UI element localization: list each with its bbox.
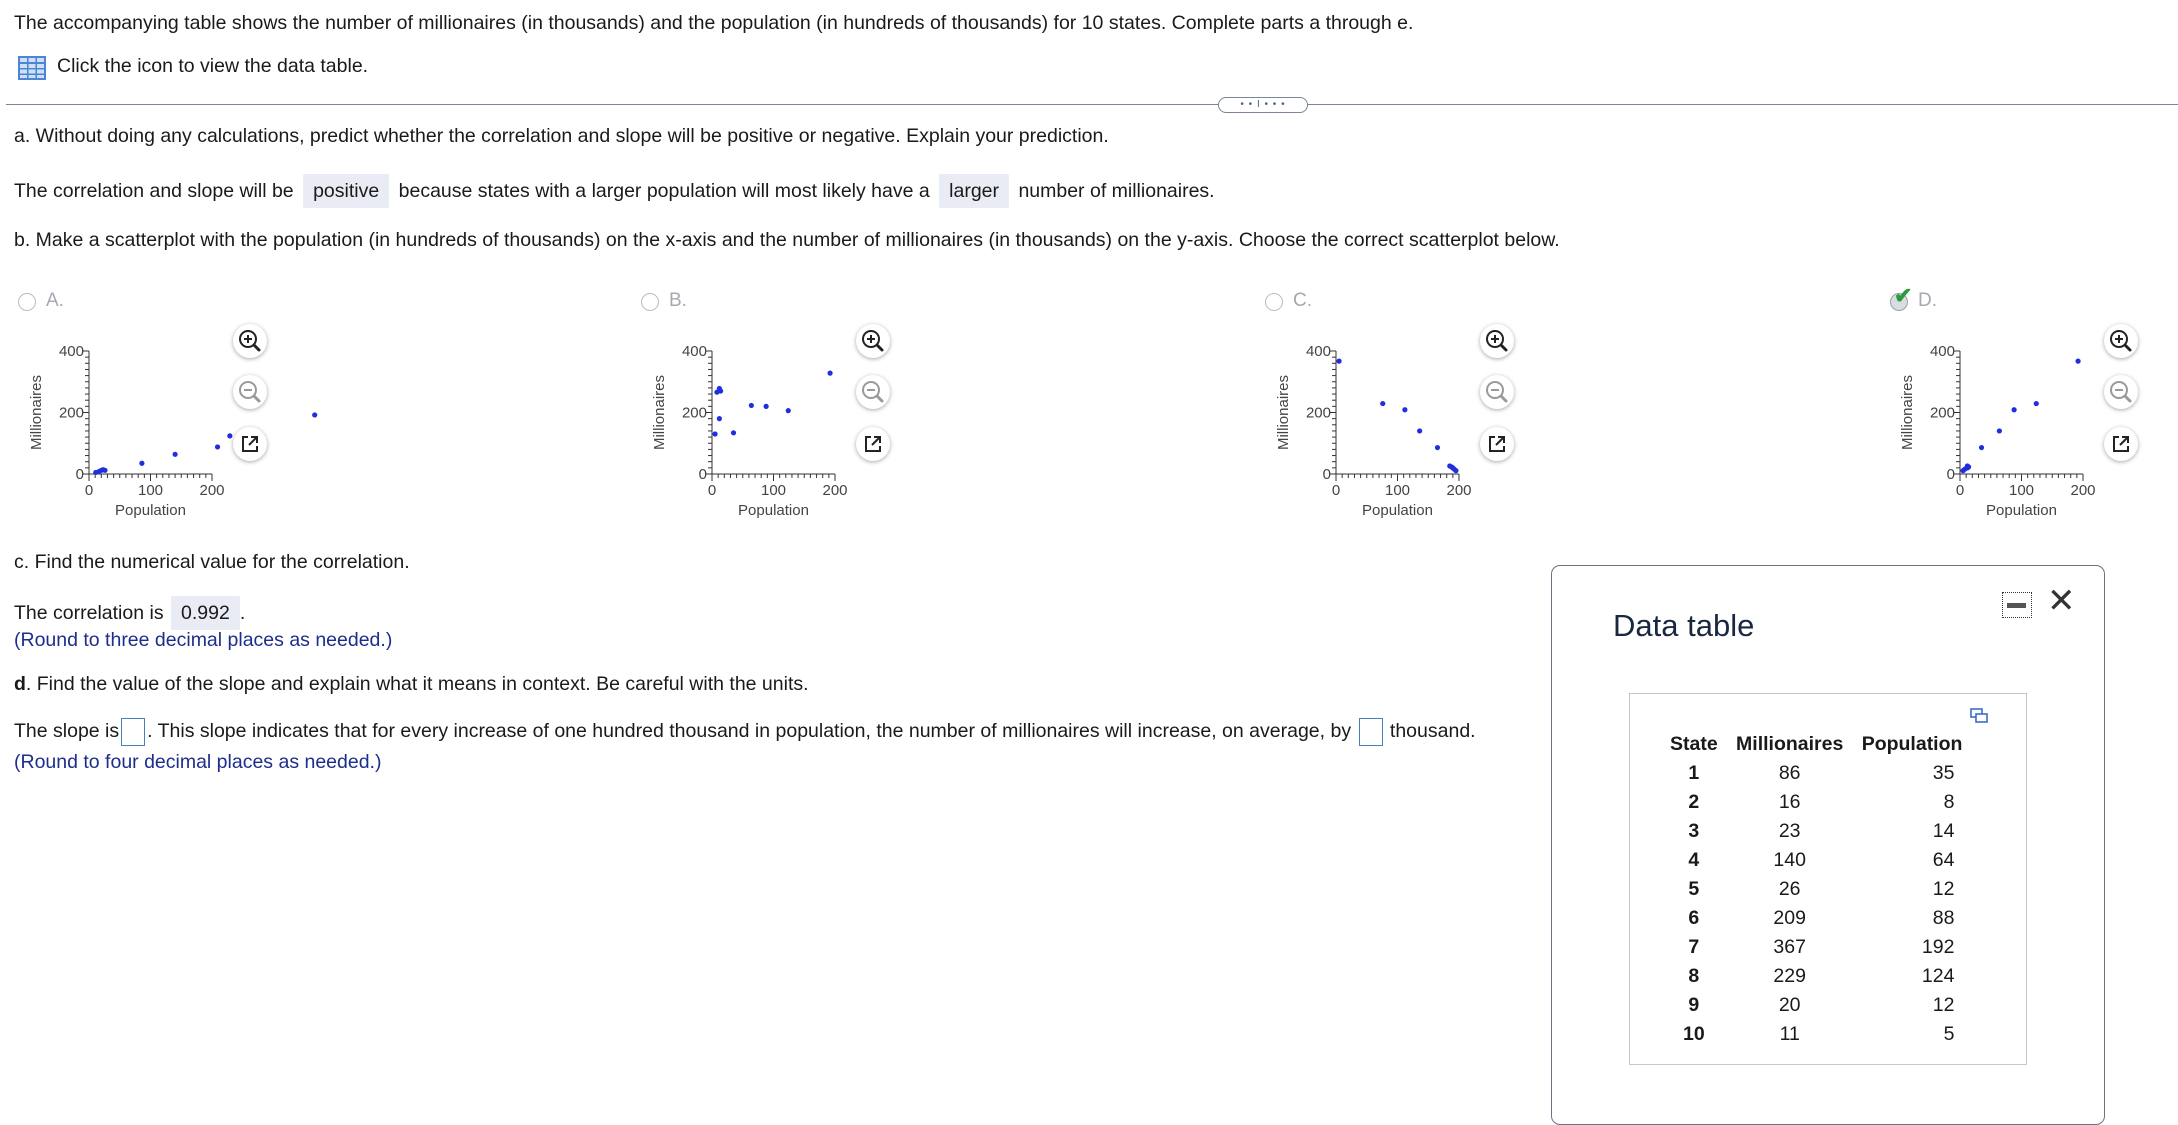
part-b-question: b. Make a scatterplot with the population (in hundreds of thousands) on the x-axis and the number of millionaires (in thousands) on the y-axis. Choose the correct scatterplot below. (14, 229, 1560, 251)
x-tick-label: 200 (199, 482, 225, 499)
cell-millionaires: 16 (1778, 791, 1801, 813)
cell-state: 9 (1688, 994, 1700, 1016)
copy-icon[interactable] (1970, 708, 1988, 724)
intro-text: The accompanying table shows the number of millionaires (in thousands) and the population (in hundreds of thousands) for 10 states. Complete parts a through e. (14, 12, 1414, 34)
correlation-sign-answer[interactable]: positive (303, 174, 389, 208)
data-table-title: Data table (1613, 608, 1755, 643)
x-tick-label: 100 (2008, 482, 2035, 499)
cell-millionaires: 140 (1773, 849, 1806, 871)
table-row (1664, 788, 1968, 817)
y-axis-label: Millionaires (1275, 374, 1292, 451)
cell-population: 12 (1932, 994, 1955, 1016)
option-b-label: B. (669, 290, 687, 311)
data-point (731, 430, 736, 435)
zoom-out-icon-c[interactable] (1480, 375, 1514, 409)
cell-millionaires: 26 (1778, 878, 1801, 900)
zoom-in-icon-b[interactable] (856, 324, 890, 358)
data-point (99, 468, 104, 473)
zoom-out-icon-b[interactable] (856, 375, 890, 409)
data-point (93, 470, 98, 475)
data-point (1417, 428, 1422, 433)
table-row (1664, 875, 1968, 904)
cell-millionaires: 11 (1779, 1023, 1800, 1045)
table-header-row (1664, 730, 1968, 759)
x-axis-label: Population (738, 502, 809, 519)
part-c-answer-line (14, 596, 245, 630)
data-point (2034, 401, 2039, 406)
cell-population: 12 (1932, 878, 1955, 900)
cell-population: 14 (1932, 820, 1955, 842)
data-point (1965, 465, 1970, 470)
section-divider (6, 104, 2178, 105)
y-tick-label: 200 (681, 404, 707, 422)
y-axis-label: Millionaires (651, 374, 668, 451)
part-d-text-3: thousand. (1389, 720, 1476, 742)
zoom-in-icon-a[interactable] (233, 324, 267, 358)
data-point (1402, 407, 1407, 412)
x-tick-label: 100 (1384, 482, 1411, 499)
data-point (2075, 359, 2080, 364)
data-table (1664, 730, 1968, 1049)
cell-state: 5 (1688, 878, 1700, 900)
table-row (1664, 933, 1968, 962)
table-row (1664, 759, 1968, 788)
part-c-text: The correlation is (14, 602, 164, 624)
x-tick-label: 100 (137, 482, 164, 499)
part-d-hint: (Round to four decimal places as needed.) (14, 751, 382, 773)
data-table-icon[interactable] (18, 56, 46, 80)
cell-state: 10 (1682, 1023, 1705, 1045)
y-axis-label: Millionaires (28, 374, 45, 451)
cell-millionaires: 367 (1773, 936, 1806, 958)
open-window-icon-c[interactable] (1480, 427, 1514, 461)
table-row (1664, 1020, 1968, 1049)
open-window-icon-b[interactable] (856, 427, 890, 461)
y-tick-label: 200 (58, 404, 84, 422)
correct-checkmark-icon: ✔ (1894, 283, 1913, 308)
y-tick-label: 400 (58, 343, 84, 360)
x-tick-label: 0 (84, 482, 94, 499)
axes (1329, 351, 1459, 481)
table-row (1664, 991, 1968, 1020)
option-a-radio[interactable] (18, 293, 36, 311)
data-point (227, 433, 232, 438)
y-tick-label: 400 (681, 343, 707, 360)
part-d-question (14, 673, 809, 696)
data-point (714, 390, 719, 395)
cell-population: 35 (1932, 762, 1955, 784)
part-d-text-1: The slope is (14, 720, 120, 742)
data-table-link[interactable]: Click the icon to view the data table. (57, 55, 369, 77)
part-a-text-2: because states with a larger population will most likely have a (398, 180, 930, 202)
cell-population: 5 (1943, 1023, 1955, 1045)
data-point (1435, 445, 1440, 450)
y-tick-label: 200 (1929, 404, 1955, 422)
y-tick-label: 0 (1946, 466, 1955, 483)
y-tick-label: 0 (1322, 466, 1331, 483)
table-row (1664, 962, 1968, 991)
part-a-text-3: number of millionaires. (1018, 180, 1215, 202)
part-d-letter: d (14, 673, 26, 695)
open-window-icon-a[interactable] (233, 427, 267, 461)
part-a-question: a. Without doing any calculations, predict whether the correlation and slope will be positive or negative. Explain your prediction. (14, 125, 1109, 147)
y-tick-label: 400 (1305, 343, 1331, 360)
data-point (749, 403, 754, 408)
close-icon[interactable]: ✕ (2047, 582, 2076, 620)
data-point (1453, 468, 1458, 473)
cell-millionaires: 23 (1778, 820, 1801, 842)
x-axis-label: Population (1986, 502, 2057, 519)
data-point (786, 408, 791, 413)
millionaires-size-answer[interactable]: larger (939, 174, 1009, 208)
y-tick-label: 200 (1305, 404, 1331, 422)
cell-population: 64 (1932, 849, 1955, 871)
data-point (712, 431, 717, 436)
axes (1953, 351, 2083, 481)
data-point (1380, 401, 1385, 406)
cell-population: 88 (1932, 907, 1955, 929)
cell-population: 124 (1921, 965, 1955, 987)
cell-millionaires: 20 (1778, 994, 1801, 1016)
zoom-out-icon-a[interactable] (233, 375, 267, 409)
option-a-label: A. (46, 290, 64, 311)
data-point (2012, 407, 2017, 412)
x-tick-label: 200 (1446, 482, 1472, 499)
cell-state: 7 (1688, 936, 1700, 958)
increase-input[interactable] (1359, 718, 1383, 746)
slope-input[interactable] (121, 718, 145, 746)
y-tick-label: 400 (1929, 343, 1955, 360)
table-row (1664, 904, 1968, 933)
cell-state: 1 (1688, 762, 1700, 784)
zoom-in-icon-c[interactable] (1480, 324, 1514, 358)
data-point (139, 461, 144, 466)
x-tick-label: 0 (1955, 482, 1965, 499)
option-d-label: D. (1918, 290, 1937, 311)
y-axis-label: Millionaires (1899, 374, 1916, 451)
cell-millionaires: 209 (1773, 907, 1806, 929)
correlation-answer[interactable]: 0.992 (171, 596, 240, 630)
x-tick-label: 100 (760, 482, 787, 499)
header-millionaires: Millionaires (1736, 733, 1844, 755)
zoom-in-icon-d[interactable] (2104, 324, 2138, 358)
x-tick-label: 0 (707, 482, 717, 499)
divider-handle[interactable]: • • I • • • (1218, 97, 1308, 113)
header-population: Population (1861, 733, 1963, 755)
cell-population: 192 (1921, 936, 1955, 958)
table-row (1664, 817, 1968, 846)
open-window-icon-d[interactable] (2104, 427, 2138, 461)
part-c-period: . (239, 602, 246, 624)
x-axis-label: Population (1362, 502, 1433, 519)
data-point (717, 416, 722, 421)
x-axis-label: Population (115, 502, 186, 519)
data-point (1997, 428, 2002, 433)
data-point (215, 444, 220, 449)
cell-state: 8 (1688, 965, 1700, 987)
part-c-hint: (Round to three decimal places as needed.) (14, 629, 393, 651)
part-d-question-text: . Find the value of the slope and explain what it means in context. Be careful with the units. (25, 673, 809, 695)
part-d-answer-line (14, 717, 1476, 746)
option-c-label: C. (1293, 290, 1312, 311)
cell-state: 4 (1688, 849, 1700, 871)
x-tick-label: 0 (1331, 482, 1341, 499)
cell-millionaires: 86 (1778, 762, 1801, 784)
data-point (1979, 445, 1984, 450)
data-table-panel (1551, 565, 2105, 1125)
table-row (1664, 846, 1968, 875)
x-tick-label: 200 (2070, 482, 2096, 499)
option-c-radio[interactable] (1265, 293, 1283, 311)
minimize-icon[interactable] (2002, 592, 2032, 618)
cell-state: 6 (1688, 907, 1700, 929)
x-tick-label: 200 (822, 482, 848, 499)
data-point (173, 452, 178, 457)
y-tick-label: 0 (698, 466, 707, 483)
part-a-answer-line (14, 174, 1215, 208)
axes (82, 351, 212, 481)
option-b-radio[interactable] (641, 293, 659, 311)
cell-state: 2 (1688, 791, 1700, 813)
data-point (827, 371, 832, 376)
data-point (1960, 468, 1965, 473)
header-state: State (1670, 733, 1718, 755)
cell-population: 8 (1943, 791, 1955, 813)
data-point (764, 404, 769, 409)
cell-millionaires: 229 (1773, 965, 1806, 987)
part-a-text-1: The correlation and slope will be (14, 180, 294, 202)
cell-state: 3 (1688, 820, 1700, 842)
zoom-out-icon-d[interactable] (2104, 375, 2138, 409)
data-point (312, 412, 317, 417)
axes (705, 351, 835, 481)
part-d-text-2: . This slope indicates that for every increase of one hundred thousand in population, the number of millionaires will increase, on average, by (147, 720, 1352, 742)
data-point (1336, 359, 1341, 364)
data-table-frame (1629, 693, 2027, 1065)
y-tick-label: 0 (75, 466, 84, 483)
part-c-question: c. Find the numerical value for the correlation. (14, 551, 410, 573)
